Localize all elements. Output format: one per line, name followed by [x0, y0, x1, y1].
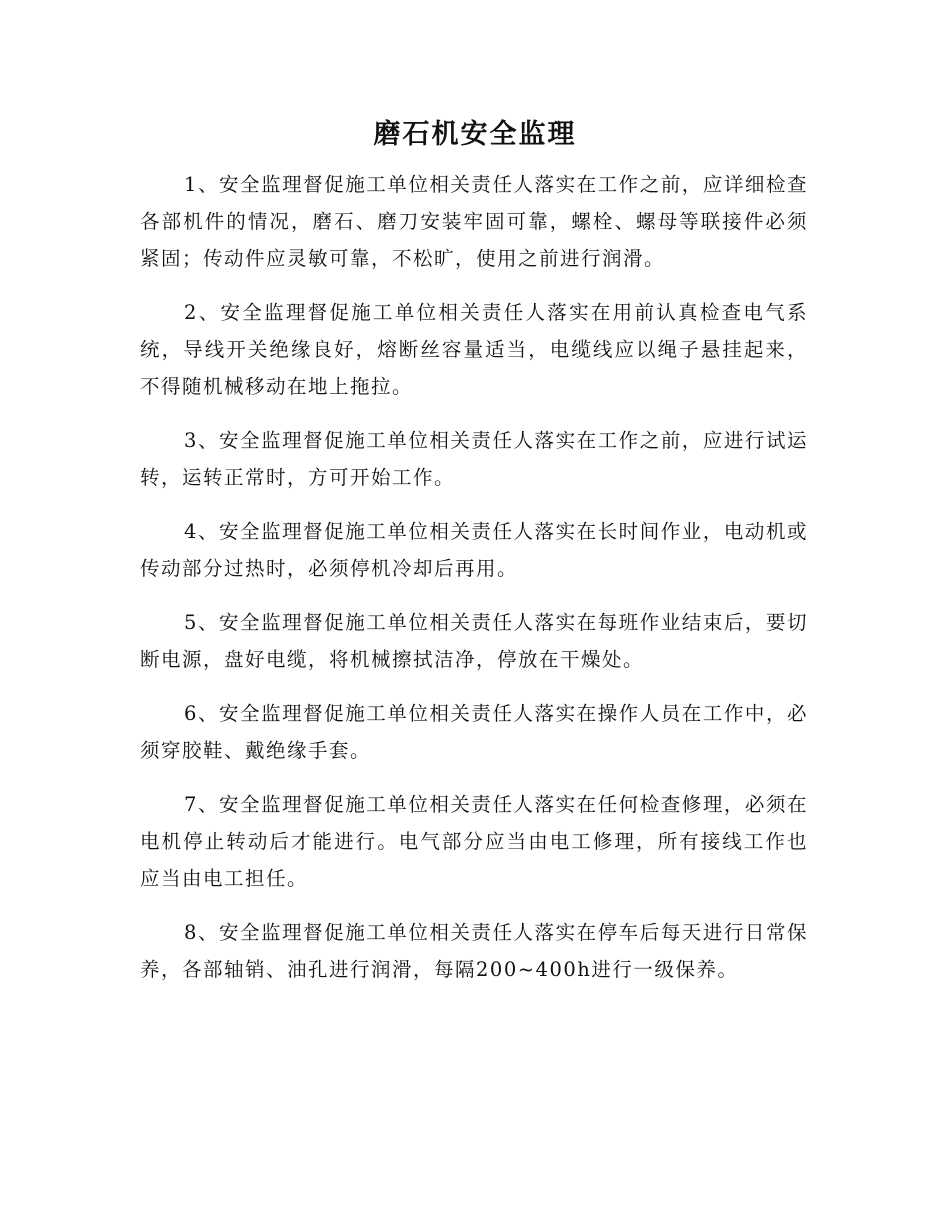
paragraph-1: 1、安全监理督促施工单位相关责任人落实在工作之前，应详细检查各部机件的情况，磨石、磨刀安装牢固可靠，螺栓、螺母等联接件必须紧固；传动件应灵敏可靠，不松旷，使用之前进行润滑。 — [140, 173, 808, 270]
paragraph-8: 8、安全监理督促施工单位相关责任人落实在停车后每天进行日常保养，各部轴销、油孔进行润滑，每隔200~400h进行一级保养。 — [140, 921, 808, 981]
paragraph-2: 2、安全监理督促施工单位相关责任人落实在用前认真检查电气系统，导线开关绝缘良好，熔断丝容量适当，电缆线应以绳子悬挂起来，不得随机械移动在地上拖拉。 — [140, 301, 808, 398]
paragraph-4: 4、安全监理督促施工单位相关责任人落实在长时间作业，电动机或传动部分过热时，必须停机冷却后再用。 — [140, 520, 808, 580]
paragraph-3: 3、安全监理督促施工单位相关责任人落实在工作之前，应进行试运转，运转正常时，方可开始工作。 — [140, 429, 808, 489]
paragraph-7: 7、安全监理督促施工单位相关责任人落实在任何检查修理，必须在电机停止转动后才能进行。电气部分应当由电工修理，所有接线工作也应当由电工担任。 — [140, 793, 808, 890]
paragraph-5: 5、安全监理督促施工单位相关责任人落实在每班作业结束后，要切断电源，盘好电缆，将机械擦拭洁净，停放在干燥处。 — [140, 611, 808, 671]
document-body — [140, 166, 808, 1005]
paragraph-6: 6、安全监理督促施工单位相关责任人落实在操作人员在工作中，必须穿胶鞋、戴绝缘手套。 — [140, 702, 808, 762]
document-title: 磨石机安全监理 — [373, 119, 577, 150]
